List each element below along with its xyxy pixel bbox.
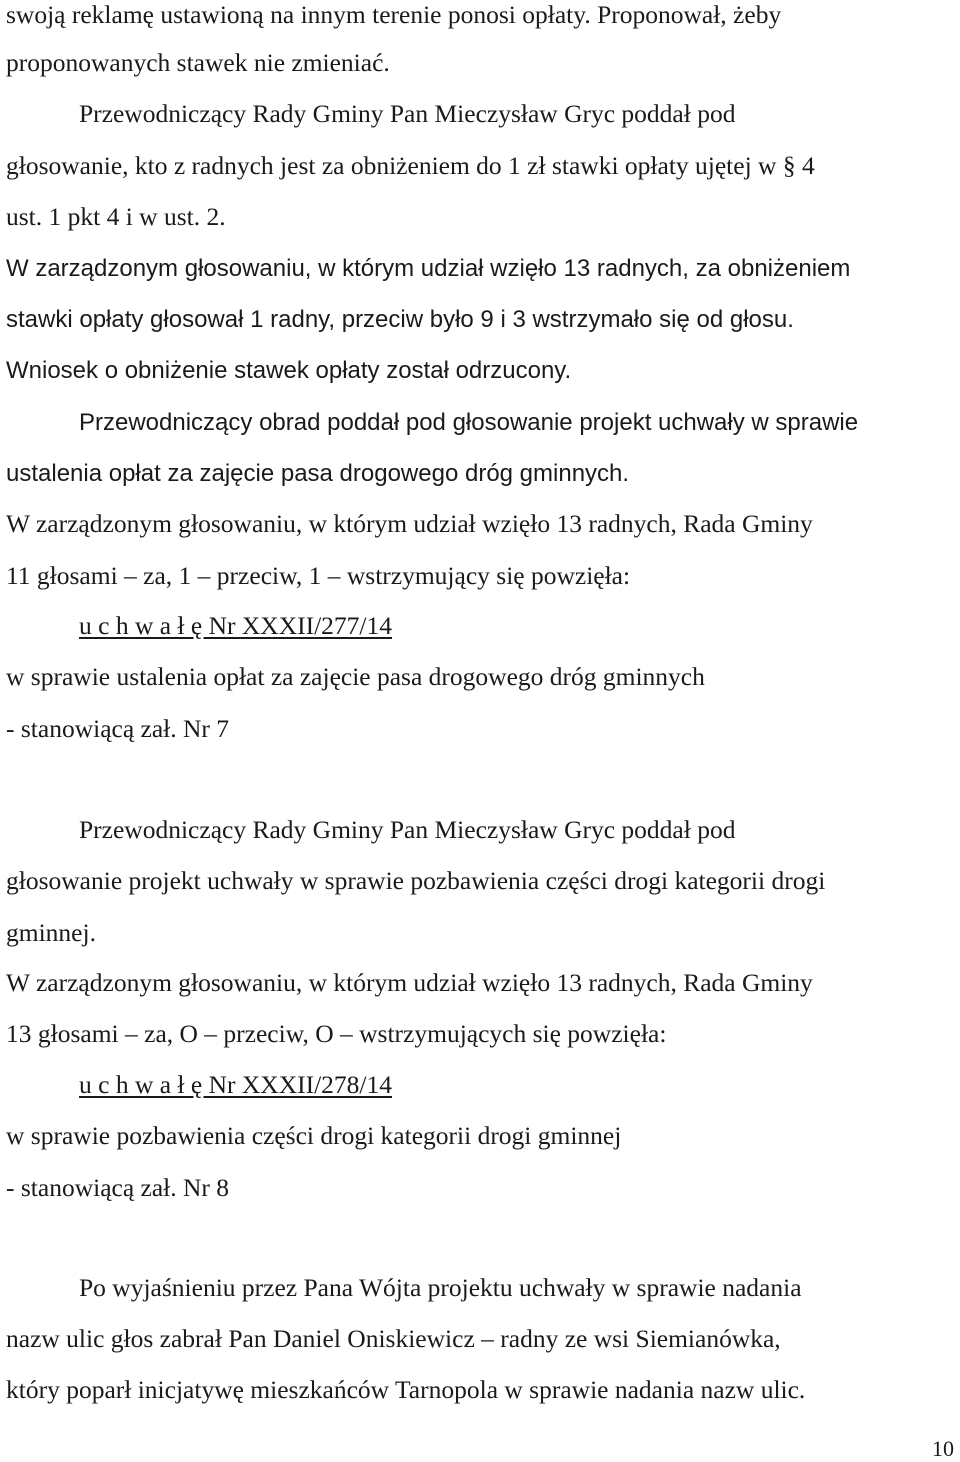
- text-line: W zarządzonym głosowaniu, w którym udział wzięło 13 radnych, za obniżeniem: [6, 255, 851, 282]
- text-line: - stanowiącą zał. Nr 7: [6, 714, 230, 743]
- text-line: Po wyjaśnieniu przez Pana Wójta projektu uchwały w sprawie nadania: [79, 1273, 802, 1302]
- text-line: W zarządzonym głosowaniu, w którym udział wzięło 13 radnych, Rada Gminy: [6, 509, 813, 538]
- text-line: proponowanych stawek nie zmieniać.: [6, 48, 390, 77]
- text-line: stawki opłaty głosował 1 radny, przeciw było 9 i 3 wstrzymało się od głosu.: [6, 306, 794, 333]
- text-line: głosowanie projekt uchwały w sprawie pozbawienia części drogi kategorii drogi: [6, 866, 826, 895]
- text-line: 13 głosami – za, O – przeciw, O – wstrzymujących się powzięła:: [6, 1019, 667, 1048]
- text-line: w sprawie pozbawienia części drogi kategorii drogi gminnej: [6, 1121, 622, 1150]
- text-line: swoją reklamę ustawioną na innym terenie ponosi opłaty. Proponował, żeby: [6, 0, 782, 29]
- text-line: Przewodniczący obrad poddał pod głosowanie projekt uchwały w sprawie: [79, 409, 859, 436]
- text-line: ust. 1 pkt 4 i w ust. 2.: [6, 202, 226, 231]
- text-line: Wniosek o obniżenie stawek opłaty został odrzucony.: [6, 357, 572, 384]
- text-line: głosowanie, kto z radnych jest za obniżeniem do 1 zł stawki opłaty ujętej w § 4: [6, 151, 815, 180]
- page-number: 10: [932, 1436, 954, 1461]
- text-line: Przewodniczący Rady Gminy Pan Mieczysław Gryc poddał pod: [79, 99, 736, 128]
- text-line: który poparł inicjatywę mieszkańców Tarnopola w sprawie nadania nazw ulic.: [6, 1375, 806, 1404]
- text-line: w sprawie ustalenia opłat za zajęcie pasa drogowego dróg gminnych: [6, 662, 705, 691]
- resolution-title: u c h w a ł ę Nr XXXII/277/14: [79, 611, 393, 640]
- text-line: nazw ulic głos zabrał Pan Daniel Oniskiewicz – radny ze wsi Siemianówka,: [6, 1324, 781, 1353]
- text-line: ustalenia opłat za zajęcie pasa drogowego dróg gminnych.: [6, 460, 630, 487]
- text-line: 11 głosami – za, 1 – przeciw, 1 – wstrzymujący się powzięła:: [6, 561, 631, 590]
- text-line: - stanowiącą zał. Nr 8: [6, 1173, 230, 1202]
- text-line: Przewodniczący Rady Gminy Pan Mieczysław Gryc poddał pod: [79, 815, 736, 844]
- resolution-title: u c h w a ł ę Nr XXXII/278/14: [79, 1070, 393, 1099]
- text-line: W zarządzonym głosowaniu, w którym udział wzięło 13 radnych, Rada Gminy: [6, 968, 813, 997]
- text-line: gminnej.: [6, 918, 96, 947]
